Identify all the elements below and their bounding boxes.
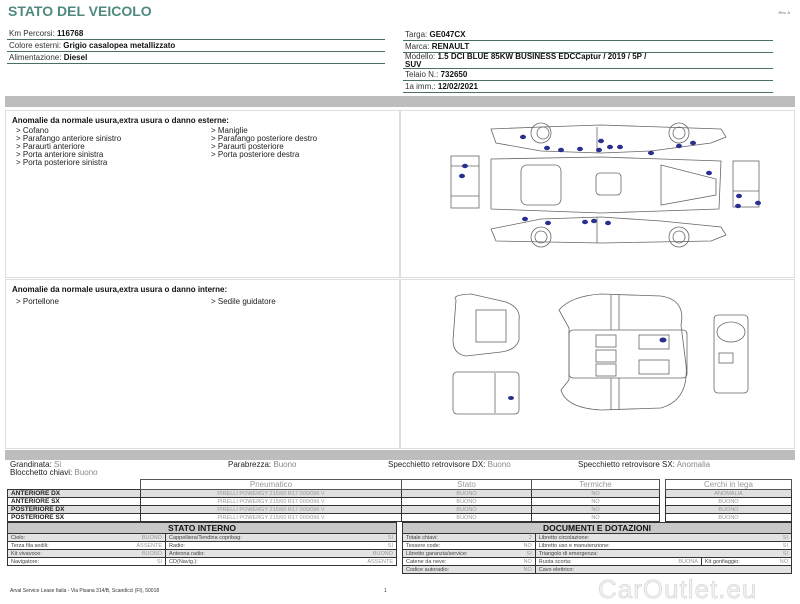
exterior-damage-title: Anomalie da normale usura,extra usura o danno esterne:	[12, 116, 229, 125]
rims-table	[665, 479, 792, 522]
damage-item: > Parafango anteriore sinistro	[16, 134, 122, 143]
section-row	[403, 534, 792, 542]
section-row	[403, 558, 792, 566]
field-value: SI	[660, 542, 792, 550]
tyre-position: ANTERIORE SX	[8, 498, 141, 506]
exterior-diagram	[400, 110, 795, 278]
damage-marker	[522, 217, 528, 221]
tyre-winter: NO	[532, 490, 660, 498]
stato-interno-table	[7, 522, 397, 566]
field-label: Terza fila sedili:	[8, 542, 99, 550]
field-label: Kit vivavoce:	[8, 550, 99, 558]
field-label: CD(Navig.):	[166, 558, 330, 566]
field-label: Triangolo di emergenza:	[535, 550, 659, 558]
tyre-state: BUONO	[402, 498, 532, 506]
field-value: SI	[512, 550, 536, 558]
watermark-logo: CarOutlet.eu	[598, 574, 758, 604]
damage-item: > Paraurti posteriore	[211, 142, 284, 151]
tyre-state: BUONO	[402, 514, 532, 522]
rim-state: BUONO	[666, 514, 792, 522]
damage-marker	[520, 135, 526, 139]
tyre-model: PIRELLI POWERGY 215/60 R17 000/096 V	[141, 490, 402, 498]
section-title: DOCUMENTI E DOTAZIONI	[403, 523, 792, 534]
damage-marker	[735, 204, 741, 208]
info-value: RENAULT	[431, 42, 470, 51]
field-value: BUONO	[330, 550, 397, 558]
info-label: Alimentazione:	[9, 53, 62, 62]
documenti-table	[402, 522, 792, 574]
field-value: NO	[512, 566, 536, 574]
damage-item: > Portellone	[16, 297, 59, 306]
field-value: SI	[660, 550, 792, 558]
info-label: Telaio N.:	[405, 70, 439, 79]
damage-marker	[598, 139, 604, 143]
damage-marker	[596, 148, 602, 152]
section-row	[403, 566, 792, 574]
damage-marker	[545, 221, 551, 225]
tyre-position: POSTERIORE SX	[8, 514, 141, 522]
damage-marker	[508, 396, 514, 400]
field-value: 2	[512, 534, 536, 542]
col-stato: Stato	[402, 480, 532, 490]
damage-marker	[736, 194, 742, 198]
damage-marker	[462, 164, 468, 168]
tyre-row	[8, 490, 660, 498]
damage-item: > Paraurti anteriore	[16, 142, 85, 151]
field-value: NO	[512, 558, 536, 566]
info-label: Targa:	[405, 30, 428, 39]
info-label: Modello:	[405, 52, 436, 61]
col-cerchi: Cerchi in lega	[666, 480, 792, 490]
field-value: SI	[660, 534, 792, 542]
col-termiche: Termiche	[532, 480, 660, 490]
tyre-row	[8, 506, 660, 514]
tyre-row	[8, 514, 660, 522]
tyre-model: PIRELLI POWERGY 215/60 R17 000/096 V	[141, 514, 402, 522]
field-value: BUONO	[99, 534, 166, 542]
interior-damage-panel	[5, 279, 400, 449]
damage-marker	[648, 151, 654, 155]
tyre-position: ANTERIORE DX	[8, 490, 141, 498]
tyre-state: BUONO	[402, 490, 532, 498]
damage-marker	[607, 145, 613, 149]
info-value: Grigio casalopea metallizzato	[63, 41, 176, 50]
info-value: 116768	[57, 29, 84, 38]
interior-diagram	[400, 279, 795, 449]
field-label: Libretto garanzia/service:	[403, 550, 512, 558]
field-label: Cappelliera/Tendina copribag:	[166, 534, 330, 542]
field-value	[660, 566, 792, 574]
page-title: STATO DEL VEICOLO	[8, 3, 152, 19]
field-value: SI	[99, 558, 166, 566]
section-row	[8, 534, 397, 542]
field-label: Catene da neve:	[403, 558, 512, 566]
damage-marker	[605, 221, 611, 225]
footer-address: Arval Service Lease Italia - Via Pisana 314/B, Scandicci (FI), 50018	[10, 588, 160, 594]
info-label: Colore esterni:	[9, 41, 62, 50]
field-label: Codice autoradio:	[403, 566, 512, 574]
exterior-damage-panel	[5, 110, 400, 278]
field-label: Navigatore:	[8, 558, 99, 566]
damage-item: > Sedile guidatore	[211, 297, 276, 306]
damage-marker	[459, 174, 465, 178]
section-divider	[5, 96, 795, 107]
damage-marker	[617, 145, 623, 149]
info-value: 1.5 DCI BLUE 85KW BUSINESS EDCCaptur / 2019 / 5P /	[437, 52, 647, 61]
field-label: Cavo elettrico:	[535, 566, 659, 574]
field-label: Totale chiavi:	[403, 534, 512, 542]
vehicle-info-row	[403, 53, 773, 69]
mirror-sx-line: Specchietto retrovisore SX: Anomalia	[578, 460, 711, 469]
info-value: GE047CX	[429, 30, 466, 39]
damage-item: > Porta posteriore sinistra	[16, 158, 108, 167]
damage-item: > Porta anteriore sinistra	[16, 150, 104, 159]
info-value-cont: SUV	[405, 60, 422, 69]
blocchetto-line: Blocchetto chiavi: Buono	[10, 468, 98, 477]
damage-item: > Cofano	[16, 126, 49, 135]
interior-damage-list	[16, 298, 399, 306]
rim-state: BUONO	[666, 498, 792, 506]
tyre-winter: NO	[532, 506, 660, 514]
section-row	[8, 542, 397, 550]
field-label: Ruota scorta:	[535, 558, 659, 566]
section-row	[8, 558, 397, 566]
section-row	[8, 550, 397, 558]
vehicle-info-row	[403, 69, 773, 81]
vehicle-info-row	[7, 52, 385, 64]
damage-marker	[577, 147, 583, 151]
tyre-winter: NO	[532, 498, 660, 506]
rim-state: ANOMALIA	[666, 490, 792, 498]
tyre-model: PIRELLI POWERGY 215/60 R17 000/096 V	[141, 506, 402, 514]
grandinata-line: Grandinata: Si	[10, 460, 62, 469]
field-label: Kit gonfiaggio:	[701, 558, 767, 566]
damage-marker	[755, 201, 761, 205]
damage-marker	[582, 220, 588, 224]
vehicle-info-row	[7, 28, 385, 40]
field-label: Libretto circolazione:	[535, 534, 659, 542]
section-divider	[5, 450, 795, 460]
field-label: Cielo:	[8, 534, 99, 542]
interior-damage-title: Anomalie da normale usura,extra usura o danno interne:	[12, 285, 228, 294]
vehicle-info-row	[7, 40, 385, 52]
info-label: 1a imm.:	[405, 82, 436, 91]
section-title: STATO INTERNO	[8, 523, 397, 534]
field-value: ASSENTE	[330, 558, 397, 566]
field-value: NO	[768, 558, 792, 566]
info-label: Marca:	[405, 42, 430, 51]
exterior-damage-list	[16, 127, 399, 167]
damage-marker	[690, 141, 696, 145]
damage-marker	[660, 338, 667, 343]
info-label: Km Percorsi:	[9, 29, 55, 38]
damage-marker	[544, 146, 550, 150]
tyre-winter: NO	[532, 514, 660, 522]
info-value: 732650	[440, 70, 468, 79]
tyre-row	[8, 498, 660, 506]
section-row	[403, 550, 792, 558]
tyre-model: PIRELLI POWERGY 215/60 R17 000/096 V	[141, 498, 402, 506]
tyre-position: POSTERIORE DX	[8, 506, 141, 514]
revision-label: Rev. A	[778, 10, 790, 15]
field-value: ASSENTE	[99, 542, 166, 550]
info-value: Diesel	[63, 53, 88, 62]
field-label: Libretto uso e manutenzione:	[535, 542, 659, 550]
damage-marker	[676, 144, 682, 148]
field-value: BUONO	[99, 550, 166, 558]
info-value: 12/02/2021	[437, 82, 478, 91]
page-number: 1	[384, 588, 387, 594]
field-label: Antenna radio:	[166, 550, 330, 558]
damage-item: > Maniglie	[211, 126, 248, 135]
tyres-table	[7, 479, 660, 522]
damage-item: > Porta posteriore destra	[211, 150, 300, 159]
damage-item: > Parafango posteriore destro	[211, 134, 318, 143]
field-value: SI	[330, 534, 397, 542]
damage-marker	[591, 219, 597, 223]
field-value: SI	[330, 542, 397, 550]
damage-marker	[558, 148, 564, 152]
section-row	[403, 542, 792, 550]
col-pneumatico: Pneumatico	[141, 480, 402, 490]
mirror-dx-line: Specchietto retrovisore DX: Buono	[388, 460, 511, 469]
vehicle-info-row	[403, 29, 773, 41]
damage-marker	[706, 171, 712, 175]
field-label: Radio:	[166, 542, 330, 550]
field-value: NO	[512, 542, 536, 550]
vehicle-info-row	[403, 81, 773, 93]
rim-state: BUONO	[666, 506, 792, 514]
field-value: BUONA	[660, 558, 702, 566]
tyre-state: BUONO	[402, 506, 532, 514]
field-label: Tessere code:	[403, 542, 512, 550]
parabrezza-line: Parabrezza: Buono	[228, 460, 297, 469]
